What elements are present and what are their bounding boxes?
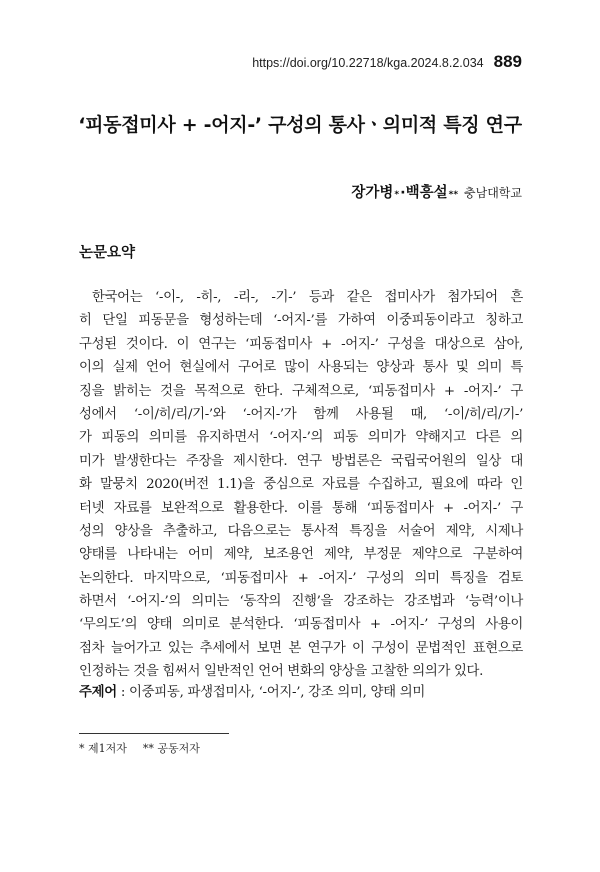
abstract-line: 구성된 것이다. 이 연구는 ‘피동접미사 + -어지-’ 구성을 대상으로 삼아, [79,336,523,352]
abstract-line: 하면서 ‘-어지-’의 의미는 ‘동작의 진행’을 강조하는 강조법과 ‘능력’이나 [79,594,523,610]
keywords [79,681,425,700]
running-header [252,52,522,72]
page-number: 889 [493,52,522,71]
keywords-separator: : [116,685,130,700]
abstract-line: 화 말뭉치 2020(버전 1.1)을 중심으로 자료를 수집하고, 필요에 따라 인 [79,477,523,493]
footnotes [79,740,200,756]
abstract-line: 터넷 자료를 보완적으로 활용한다. 이를 통해 ‘피동접미사 + -어지-’ 구 [79,500,523,516]
author-affiliation: 충남대학교 [464,186,522,200]
abstract-line: 징을 밝히는 것을 목적으로 한다. 구체적으로, ‘피동접미사 + -어지-’ 구 [79,383,523,399]
abstract-line: 히 단일 피동문을 형성하는데 ‘-어지-’를 가하여 이중피동이라고 칭하고 [79,313,523,329]
footnote-first-author: * 제1저자 [79,742,127,755]
author-line [351,181,522,202]
author-1-footnote-mark: * [394,190,400,200]
author-1-name: 장가병 [351,185,394,201]
abstract-heading: 논문요약 [79,245,136,261]
paper-title: ‘피동접미사 + -어지-’ 구성의 통사ㆍ의미적 특징 연구 [78,114,522,136]
abstract-line: 성에서 ‘-이/히/리/기-’와 ‘-어지-’가 함께 사용될 때, ‘-이/히/리/기-’ [79,406,523,422]
abstract-line: 점차 늘어가고 있는 추세에서 보면 본 연구가 이 구성이 문법적인 표현으로 [79,640,523,656]
author-2-name: 백흥설 [405,185,448,201]
keywords-text: 이중피동, 파생접미사, ‘-어지-’, 강조 의미, 양태 의미 [129,685,426,700]
abstract-line: 인정하는 것을 힘써서 일반적인 언어 변화의 양상을 고찰한 의의가 있다. [79,664,484,680]
abstract-line: 한국어는 ‘-이-, -히-, -리-, -기-’ 등과 같은 접미사가 첨가되어 흔 [92,290,523,305]
doi-link[interactable]: https://doi.org/10.22718/kga.2024.8.2.034 [252,56,484,70]
abstract-line: ‘무의도’의 양태 의미로 분석한다. ‘피동접미사 + -어지-’ 구성의 사용이 [79,617,523,633]
abstract-body [79,286,523,684]
abstract-line: 가 피동의 의미를 유지하면서 ‘-어지-’의 피동 의미가 약해지고 다른 의 [79,430,523,446]
author-separator: · [400,185,406,201]
abstract-line: 미가 발생한다는 주장을 제시한다. 연구 방법론은 국립국어원의 일상 대 [79,453,523,469]
author-2-footnote-mark: ** [448,190,459,200]
abstract-line: 논의한다. 마지막으로, ‘피동접미사 + -어지-’ 구성의 의미 특징을 검토 [79,570,523,586]
footnote-divider [79,733,229,734]
footnote-co-author: ** 공동저자 [142,742,200,755]
abstract-line: 양태를 나타내는 어미 제약, 보조용언 제약, 부정문 제약으로 구분하여 [79,547,523,563]
keywords-label: 주제어 [79,685,117,700]
abstract-line: 이의 실제 언어 현실에서 구어로 많이 사용되는 양상과 통사 및 의미 특 [79,360,523,376]
abstract-line: 성의 양상을 추출하고, 다음으로는 통사적 특징을 서술어 제약, 시제나 [79,523,523,539]
